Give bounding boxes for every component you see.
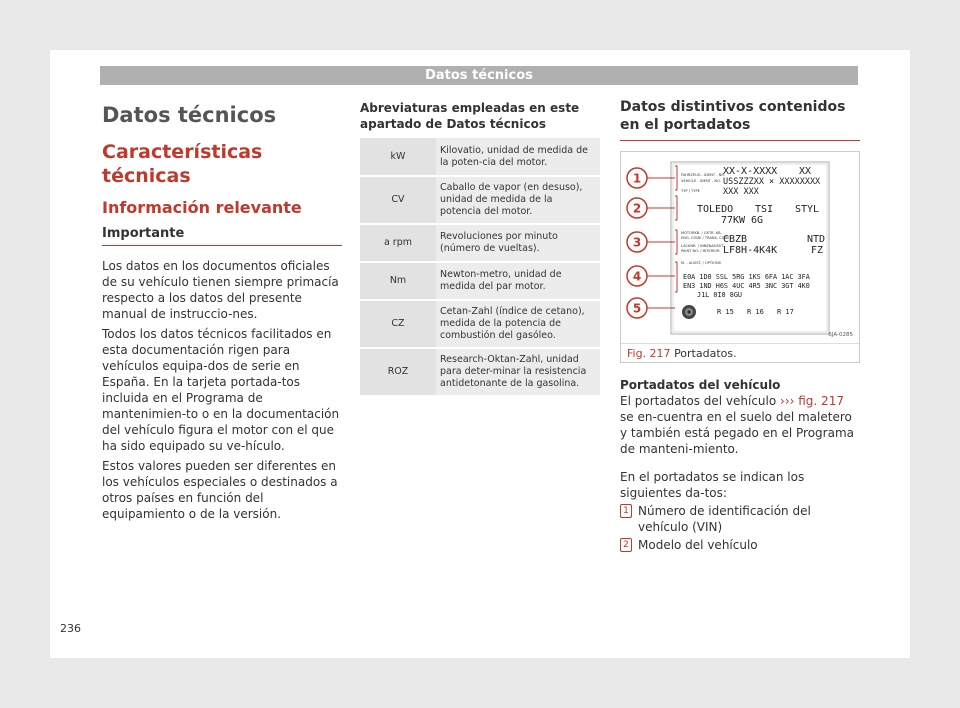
table-row — [360, 224, 600, 262]
label-line: R 17 — [777, 308, 794, 316]
callout-number: 3 — [632, 235, 642, 250]
running-header: Datos técnicos — [100, 66, 858, 85]
table-row — [360, 176, 600, 224]
portadatos-list-intro: En el portadatos se indican los siguientes da-tos: — [620, 470, 805, 500]
figure-caption — [621, 343, 859, 362]
label-text — [683, 166, 825, 316]
label-line: TOLEDO — [697, 204, 734, 215]
list-item-text: Modelo del vehículo — [638, 538, 758, 552]
label-line: J1L 0I0 8GU — [697, 291, 743, 299]
callout-bracket — [675, 196, 677, 220]
label-line: USSZZZXX — [723, 177, 764, 187]
wheel-icon — [682, 305, 696, 319]
small-label: MOTORKB. / GETR. KB. — [681, 231, 722, 235]
abbreviations-table — [360, 138, 600, 397]
small-label: PAINT NO. / INTERIOR — [681, 249, 720, 253]
label-line: FZ — [811, 245, 824, 256]
callout-number: 1 — [632, 171, 642, 186]
intro-text — [102, 258, 342, 522]
abbr-value: Newton-metro, unidad de medida del par motor. — [436, 262, 600, 300]
table-row — [360, 138, 600, 176]
figure-number: Fig. 217 — [627, 347, 671, 360]
abbr-key: ROZ — [360, 348, 436, 396]
list-item-text: Número de identificación del vehículo (VIN) — [638, 504, 811, 534]
portadatos-description — [620, 393, 860, 457]
figure-portadatos — [620, 151, 860, 363]
item-number-badge: 1 — [620, 504, 632, 518]
label-line: STYL — [795, 204, 820, 215]
label-line: 6G — [751, 215, 764, 226]
callout-number: 4 — [632, 269, 642, 284]
portadatos-illustration — [621, 152, 859, 344]
table-row — [360, 262, 600, 300]
chapter-title: Datos técnicos — [102, 103, 277, 127]
label-line: NTD — [807, 234, 826, 245]
list-item — [620, 537, 860, 553]
table-row — [360, 348, 600, 396]
callout-2 — [627, 198, 647, 218]
label-line: XXX XXX — [723, 187, 759, 197]
label-line: 77KW — [721, 215, 746, 226]
page-number: 236 — [60, 622, 81, 635]
abbr-key: Nm — [360, 262, 436, 300]
paragraph: Los datos en los documentos oficiales de su vehículo tienen siempre primacía respecto a los datos del presente manual de instruccio-nes. — [102, 259, 339, 321]
small-label: FAHRZEUG - IDENT - NR. — [681, 173, 725, 177]
table-row — [360, 300, 600, 348]
list-item — [620, 503, 860, 535]
callout-bracket — [675, 262, 677, 292]
page — [50, 50, 910, 658]
abbr-value: Research-Oktan-Zahl, unidad para deter-minar la resistencia antidetonante de la gasolina. — [436, 348, 600, 396]
callout-number: 2 — [632, 201, 642, 216]
label-line: R 15 — [717, 308, 734, 316]
abbr-key: CV — [360, 176, 436, 224]
abbr-key: CZ — [360, 300, 436, 348]
callout-bracket — [675, 166, 677, 190]
abbr-value: Caballo de vapor (en desuso), unidad de medida de la potencia del motor. — [436, 176, 600, 224]
label-line: LF8H-4K4K — [723, 245, 778, 256]
callout-3 — [627, 232, 647, 252]
small-label: ENG. CODE / TRANS. CODE — [681, 236, 730, 240]
label-line: XX-X-XXXX — [723, 166, 778, 177]
figure-code: 6JA-0285 — [828, 332, 853, 338]
abbr-key: kW — [360, 138, 436, 176]
paragraph: Todos los datos técnicos facilitados en esta documentación rigen para vehículos equipa-dos de serie en España. En la tarjeta portada-tos incluida en el Programa de mantenimien-to o en la documentación del vehículo figura el motor con el que ha sido equipado su ve-hículo. — [102, 327, 340, 453]
label-line: R 16 — [747, 308, 764, 316]
text-fragment: se en-cuentra en el suelo del maletero y también está pegado en el Programa de manteni-miento. — [620, 410, 854, 456]
portadatos-subhead: Portadatos del vehículo — [620, 378, 781, 392]
small-label: LACKNR. / INNENAUSST. — [681, 244, 724, 248]
abbr-value: Cetan-Zahl (índice de cetano), medida de la potencia de combustión del gasóleo. — [436, 300, 600, 348]
abbr-key: a rpm — [360, 224, 436, 262]
abbr-value: Kilovatio, unidad de medida de la poten-cia del motor. — [436, 138, 600, 176]
portadatos-title: Datos distintivos contenidos en el portadatos — [620, 98, 860, 141]
label-line: CBZB — [723, 234, 748, 245]
column-2 — [360, 100, 600, 397]
label-line: TSI — [755, 204, 774, 215]
callout-bracket — [675, 230, 677, 254]
item-number-badge: 2 — [620, 538, 632, 552]
label-line: × XXXXXXXX — [769, 177, 821, 187]
paragraph: Estos valores pueden ser diferentes en los vehículos especiales o destinados a otros países en función del equipamiento o de la versión. — [102, 459, 338, 521]
column-1 — [102, 102, 342, 526]
callout-4 — [627, 266, 647, 286]
callout-number: 5 — [632, 301, 642, 316]
callout-1 — [627, 168, 647, 188]
label-line: XX — [799, 166, 812, 177]
subsection-title: Información relevante — [102, 198, 302, 217]
abbreviations-title: Abreviaturas empleadas en este apartado de Datos técnicos — [360, 101, 580, 131]
label-line: EN3 1ND H6S 4UC 4R5 3NC 3GT 4K0 — [683, 282, 810, 290]
important-heading: Importante — [102, 226, 342, 246]
callout-5 — [627, 298, 647, 318]
abbr-value: Revoluciones por minuto (número de vueltas). — [436, 224, 600, 262]
cross-reference-arrow[interactable]: ››› — [780, 394, 795, 408]
column-3 — [620, 98, 860, 553]
small-label: TYP / TYPE — [681, 189, 700, 193]
section-title: Características técnicas — [102, 141, 263, 187]
figure-link[interactable]: fig. 217 — [794, 394, 844, 408]
text-fragment: El portadatos del vehículo — [620, 394, 781, 408]
figure-caption-text: Portadatos. — [674, 347, 737, 360]
small-label: VEHICLE - IDENT - NO. — [681, 179, 721, 183]
label-line: E0A 1D0 SSL 5RG 1KS 6FA 1AC 3FA — [683, 273, 810, 281]
small-label: M. - AUSST. / OPTIONS — [681, 261, 721, 265]
